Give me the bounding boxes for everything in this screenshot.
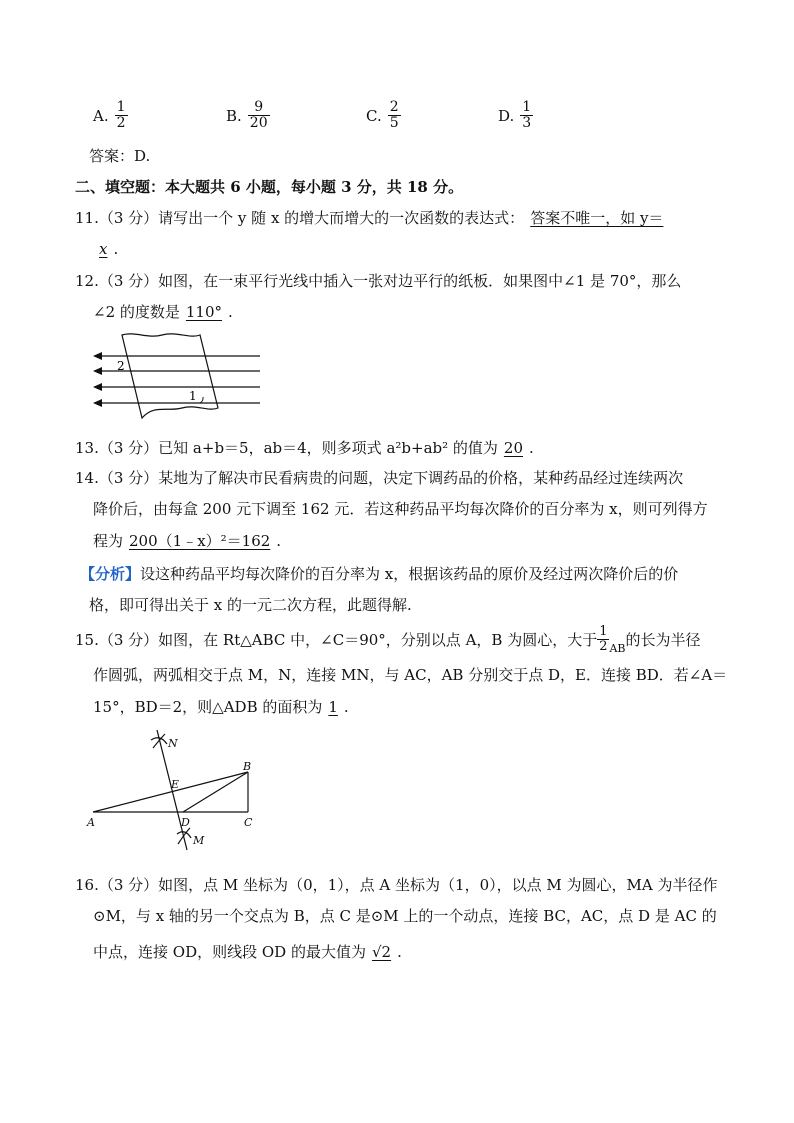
question-11: [75, 207, 669, 228]
figure-parallel-light: [90, 330, 265, 425]
question-14-line3: [93, 530, 281, 551]
fraction: [115, 100, 128, 132]
arrow-icon: [93, 367, 102, 375]
question-text: 15.（3 分）如图，在 Rt△ABC 中，∠C＝90°，分别以点 A，B 为圆心，大于: [75, 631, 598, 650]
question-text: 13.（3 分）已知 a+b＝5，ab＝4，则多项式 a²b+ab² 的值为: [75, 439, 498, 457]
punctuation: .: [529, 439, 534, 457]
figure-triangle: [85, 722, 275, 862]
question-14-line2: 降价后，由每盒 200 元下调至 162 元．若这种药品平均每次降价的百分率为 x，则可列得方: [93, 500, 708, 518]
answer-10: 答案：D.: [89, 147, 151, 165]
fraction-denominator: 2: [116, 115, 126, 132]
fraction-denominator: 20: [249, 115, 268, 132]
fraction: [388, 100, 401, 132]
punctuation: .: [113, 240, 119, 258]
label-M: M: [193, 834, 205, 847]
question-16-line2: ⊙M，与 x 轴的另一个交点为 B，点 C 是⊙M 上的一个动点，连接 BC，AC，点 D 是 AC 的: [93, 907, 717, 925]
punctuation: .: [276, 532, 282, 550]
label-D: D: [181, 816, 190, 829]
option-d: [498, 100, 533, 132]
label-A: A: [87, 816, 95, 829]
question-text: 中点，连接 OD，则线段 OD 的最大值为: [93, 943, 366, 961]
fraction: [520, 100, 533, 132]
analysis-line2: 格，即可得出关于 x 的一元二次方程，此题得解.: [89, 596, 412, 614]
fraction-subscript: AB: [609, 641, 626, 655]
punctuation: .: [228, 303, 233, 321]
fraction: [597, 625, 609, 655]
answer-blank: x: [99, 240, 108, 258]
fraction-numerator: 9: [248, 100, 270, 116]
angle-label-2: 2: [117, 359, 125, 373]
answer-blank: 200（1﹣x）²＝162: [129, 532, 271, 550]
punctuation: .: [397, 943, 402, 961]
arrowheads: [93, 352, 102, 407]
fraction-denominator: 2: [599, 639, 608, 655]
arrow-icon: [93, 383, 102, 391]
question-text: 程为: [93, 532, 124, 550]
question-text: 的长为半径: [625, 631, 701, 650]
question-13: [75, 437, 534, 458]
answer-blank: 20: [503, 439, 523, 457]
option-letter: B.: [226, 106, 242, 125]
answer-blank: 110°: [185, 303, 223, 321]
question-text: ∠2 的度数是: [93, 303, 180, 321]
section-title: 二、填空题：本大题共 6 小题，每小题 3 分，共 18 分。: [75, 178, 464, 196]
segment-BD: [183, 772, 248, 812]
question-15: [75, 625, 701, 655]
fraction-numerator: 1: [116, 99, 126, 115]
question-11-cont: [93, 240, 118, 258]
option-letter: C.: [366, 106, 382, 125]
fraction-denominator: 3: [522, 115, 532, 132]
fraction-numerator: 1: [599, 624, 608, 639]
fraction-denominator: 5: [389, 115, 399, 132]
analysis: [80, 563, 678, 584]
arrow-icon: [93, 399, 102, 407]
answer-blank: √2: [371, 943, 392, 961]
label-E: E: [171, 778, 180, 791]
fraction-numerator: 2: [389, 99, 399, 115]
option-b: [226, 100, 270, 132]
option-letter: D.: [498, 106, 515, 125]
question-12-cont: [93, 301, 233, 322]
label-N: N: [168, 737, 178, 750]
question-14: 14.（3 分）某地为了解决市民看病贵的问题，决定下调药品的价格，某种药品经过连续两次: [75, 469, 684, 487]
angle-label-1: 1: [189, 389, 197, 403]
analysis-text: 设这种药品平均每次降价的百分率为 x，根据该药品的原价及经过两次降价后的价: [140, 565, 679, 583]
question-15-line2: 作圆弧，两弧相交于点 M，N，连接 MN，与 AC，AB 分别交于点 D，E．连接 BD．若∠A＝: [93, 666, 728, 684]
option-a: [93, 100, 128, 132]
fraction: [248, 100, 270, 132]
answer-blank: 答案不唯一，如 y＝: [530, 209, 664, 227]
label-B: B: [243, 760, 252, 773]
option-letter: A.: [93, 106, 109, 125]
paper-board: [122, 334, 218, 418]
question-15-line3: [93, 696, 349, 717]
option-c: [366, 100, 401, 132]
label-C: C: [244, 816, 253, 829]
question-text: 15°，BD＝2，则△ADB 的面积为: [93, 698, 323, 716]
question-12: 12.（3 分）如图，在一束平行光线中插入一张对边平行的纸板．如果图中∠1 是 70°，那么: [75, 272, 682, 290]
fraction-numerator: 1: [522, 99, 532, 115]
arrow-icon: [93, 352, 102, 360]
question-16-line3: [93, 941, 402, 962]
answer-blank: 1: [328, 698, 338, 716]
arc-m-2: [178, 828, 190, 844]
analysis-tag: 【分析】: [80, 565, 141, 583]
punctuation: .: [343, 698, 349, 716]
question-text: 11.（3 分）请写出一个 y 随 x 的增大而增大的一次函数的表达式：: [75, 209, 525, 227]
question-16: 16.（3 分）如图，点 M 坐标为（0，1），点 A 坐标为（1，0），以点 M 为圆心，MA 为半径作: [75, 876, 718, 894]
